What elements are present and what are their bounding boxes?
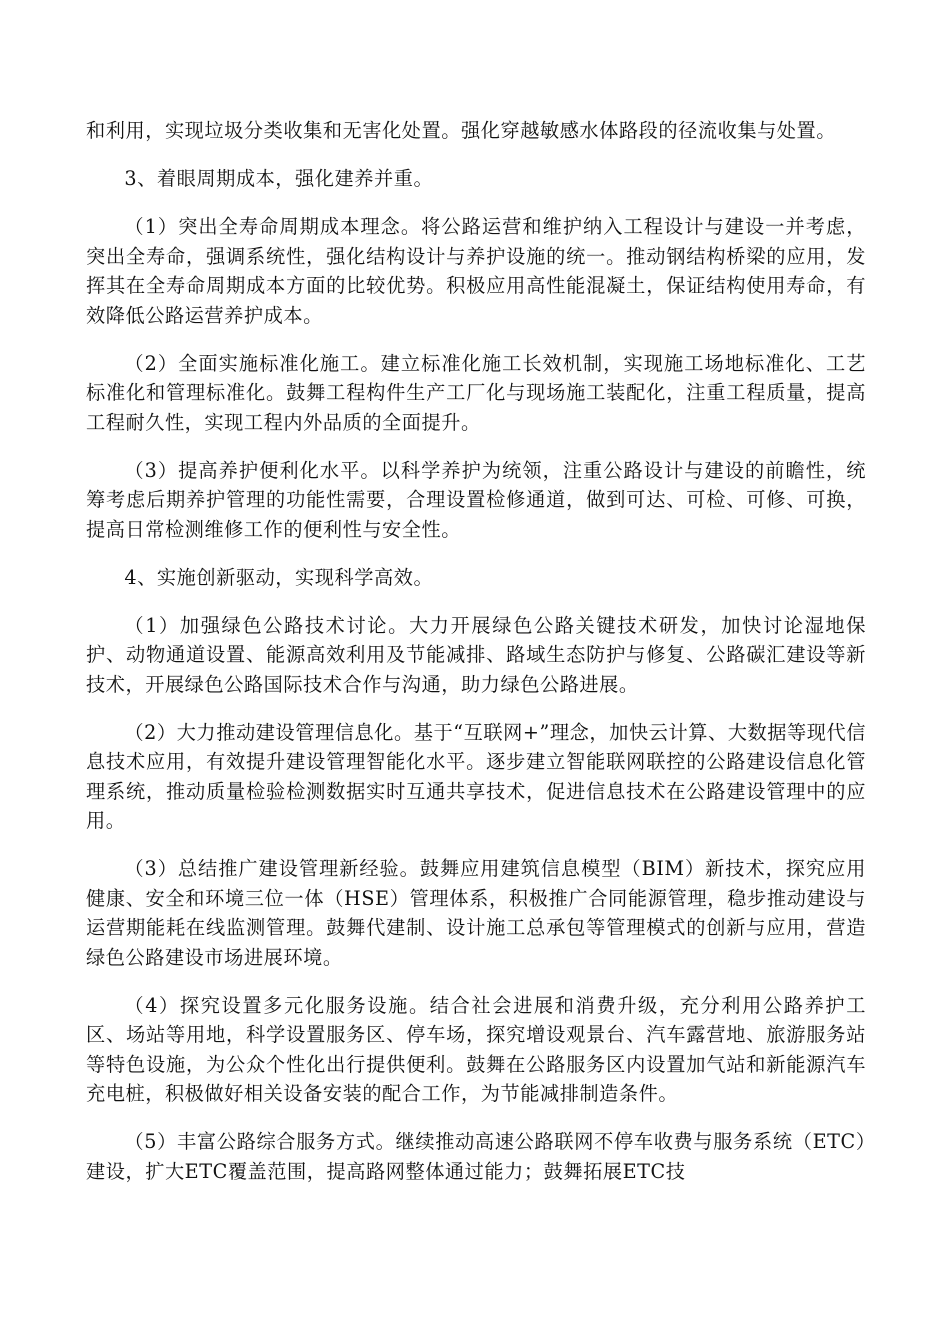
paragraph-3-2: （2）全面实施标准化施工。建立标准化施工长效机制，实现施工场地标准化、工艺标准化和管理标准化。鼓舞工程构件生产工厂化与现场施工装配化，注重工程质量，提高工程耐久性，实现工程内外品质的全面提升。 (86, 351, 866, 434)
paragraph-3-1: （1）突出全寿命周期成本理念。将公路运营和维护纳入工程设计与建设一并考虑，突出全寿命，强调系统性，强化结构设计与养护设施的统一。推动钢结构桥梁的应用，发挥其在全寿命周期成本方面的比较优势。积极应用高性能混凝土，保证结构使用寿命，有效降低公路运营养护成本。 (86, 215, 866, 327)
paragraph-4-3: （3）总结推广建设管理新经验。鼓舞应用建筑信息模型（BIM）新技术，探究应用健康、安全和环境三位一体（HSE）管理体系，积极推广合同能源管理，稳步推动建设与运营期能耗在线监测管理。鼓舞代建制、设计施工总承包等管理模式的创新与应用，营造绿色公路建设市场进展环境。 (86, 857, 866, 969)
paragraph-4-5: （5）丰富公路综合服务方式。继续推动高速公路联网不停车收费与服务系统（ETC）建设，扩大ETC覆盖范围，提高路网整体通过能力；鼓舞拓展ETC技 (86, 1130, 866, 1183)
paragraph-3-3: （3）提高养护便利化水平。以科学养护为统领，注重公路设计与建设的前瞻性，统筹考虑后期养护管理的功能性需要，合理设置检修通道，做到可达、可检、可修、可换，提高日常检测维修工作的便利性与安全性。 (86, 458, 866, 541)
paragraph-4-1: （1）加强绿色公路技术讨论。大力开展绿色公路关键技术研发，加快讨论湿地保护、动物通道设置、能源高效利用及节能减排、路域生态防护与修复、公路碳汇建设等新技术，开展绿色公路国际技术合作与沟通，助力绿色公路进展。 (86, 613, 866, 696)
section-heading-3: 3、着眼周期成本，强化建养并重。 (124, 167, 434, 190)
document-body (86, 116, 866, 1186)
section-heading-4: 4、实施创新驱动，实现科学高效。 (124, 565, 434, 589)
paragraph-continuation: 和利用，实现垃圾分类收集和无害化处置。强化穿越敏感水体路段的径流收集与处置。 (86, 119, 837, 142)
paragraph-4-2: （2）大力推动建设管理信息化。基于“互联网+”理念，加快云计算、大数据等现代信息技术应用，有效提升建设管理智能化水平。逐步建立智能联网联控的公路建设信息化管理系统，推动质量检验检测数据实时互通共享技术，促进信息技术在公路建设管理中的应用。 (86, 720, 866, 832)
paragraph-4-4: （4）探究设置多元化服务设施。结合社会进展和消费升级，充分利用公路养护工区、场站等用地，科学设置服务区、停车场，探究增设观景台、汽车露营地、旅游服务站等特色设施，为公众个性化出行提供便利。鼓舞在公路服务区内设置加气站和新能源汽车充电桩，积极做好相关设备安装的配合工作，为节能减排制造条件。 (86, 993, 866, 1105)
